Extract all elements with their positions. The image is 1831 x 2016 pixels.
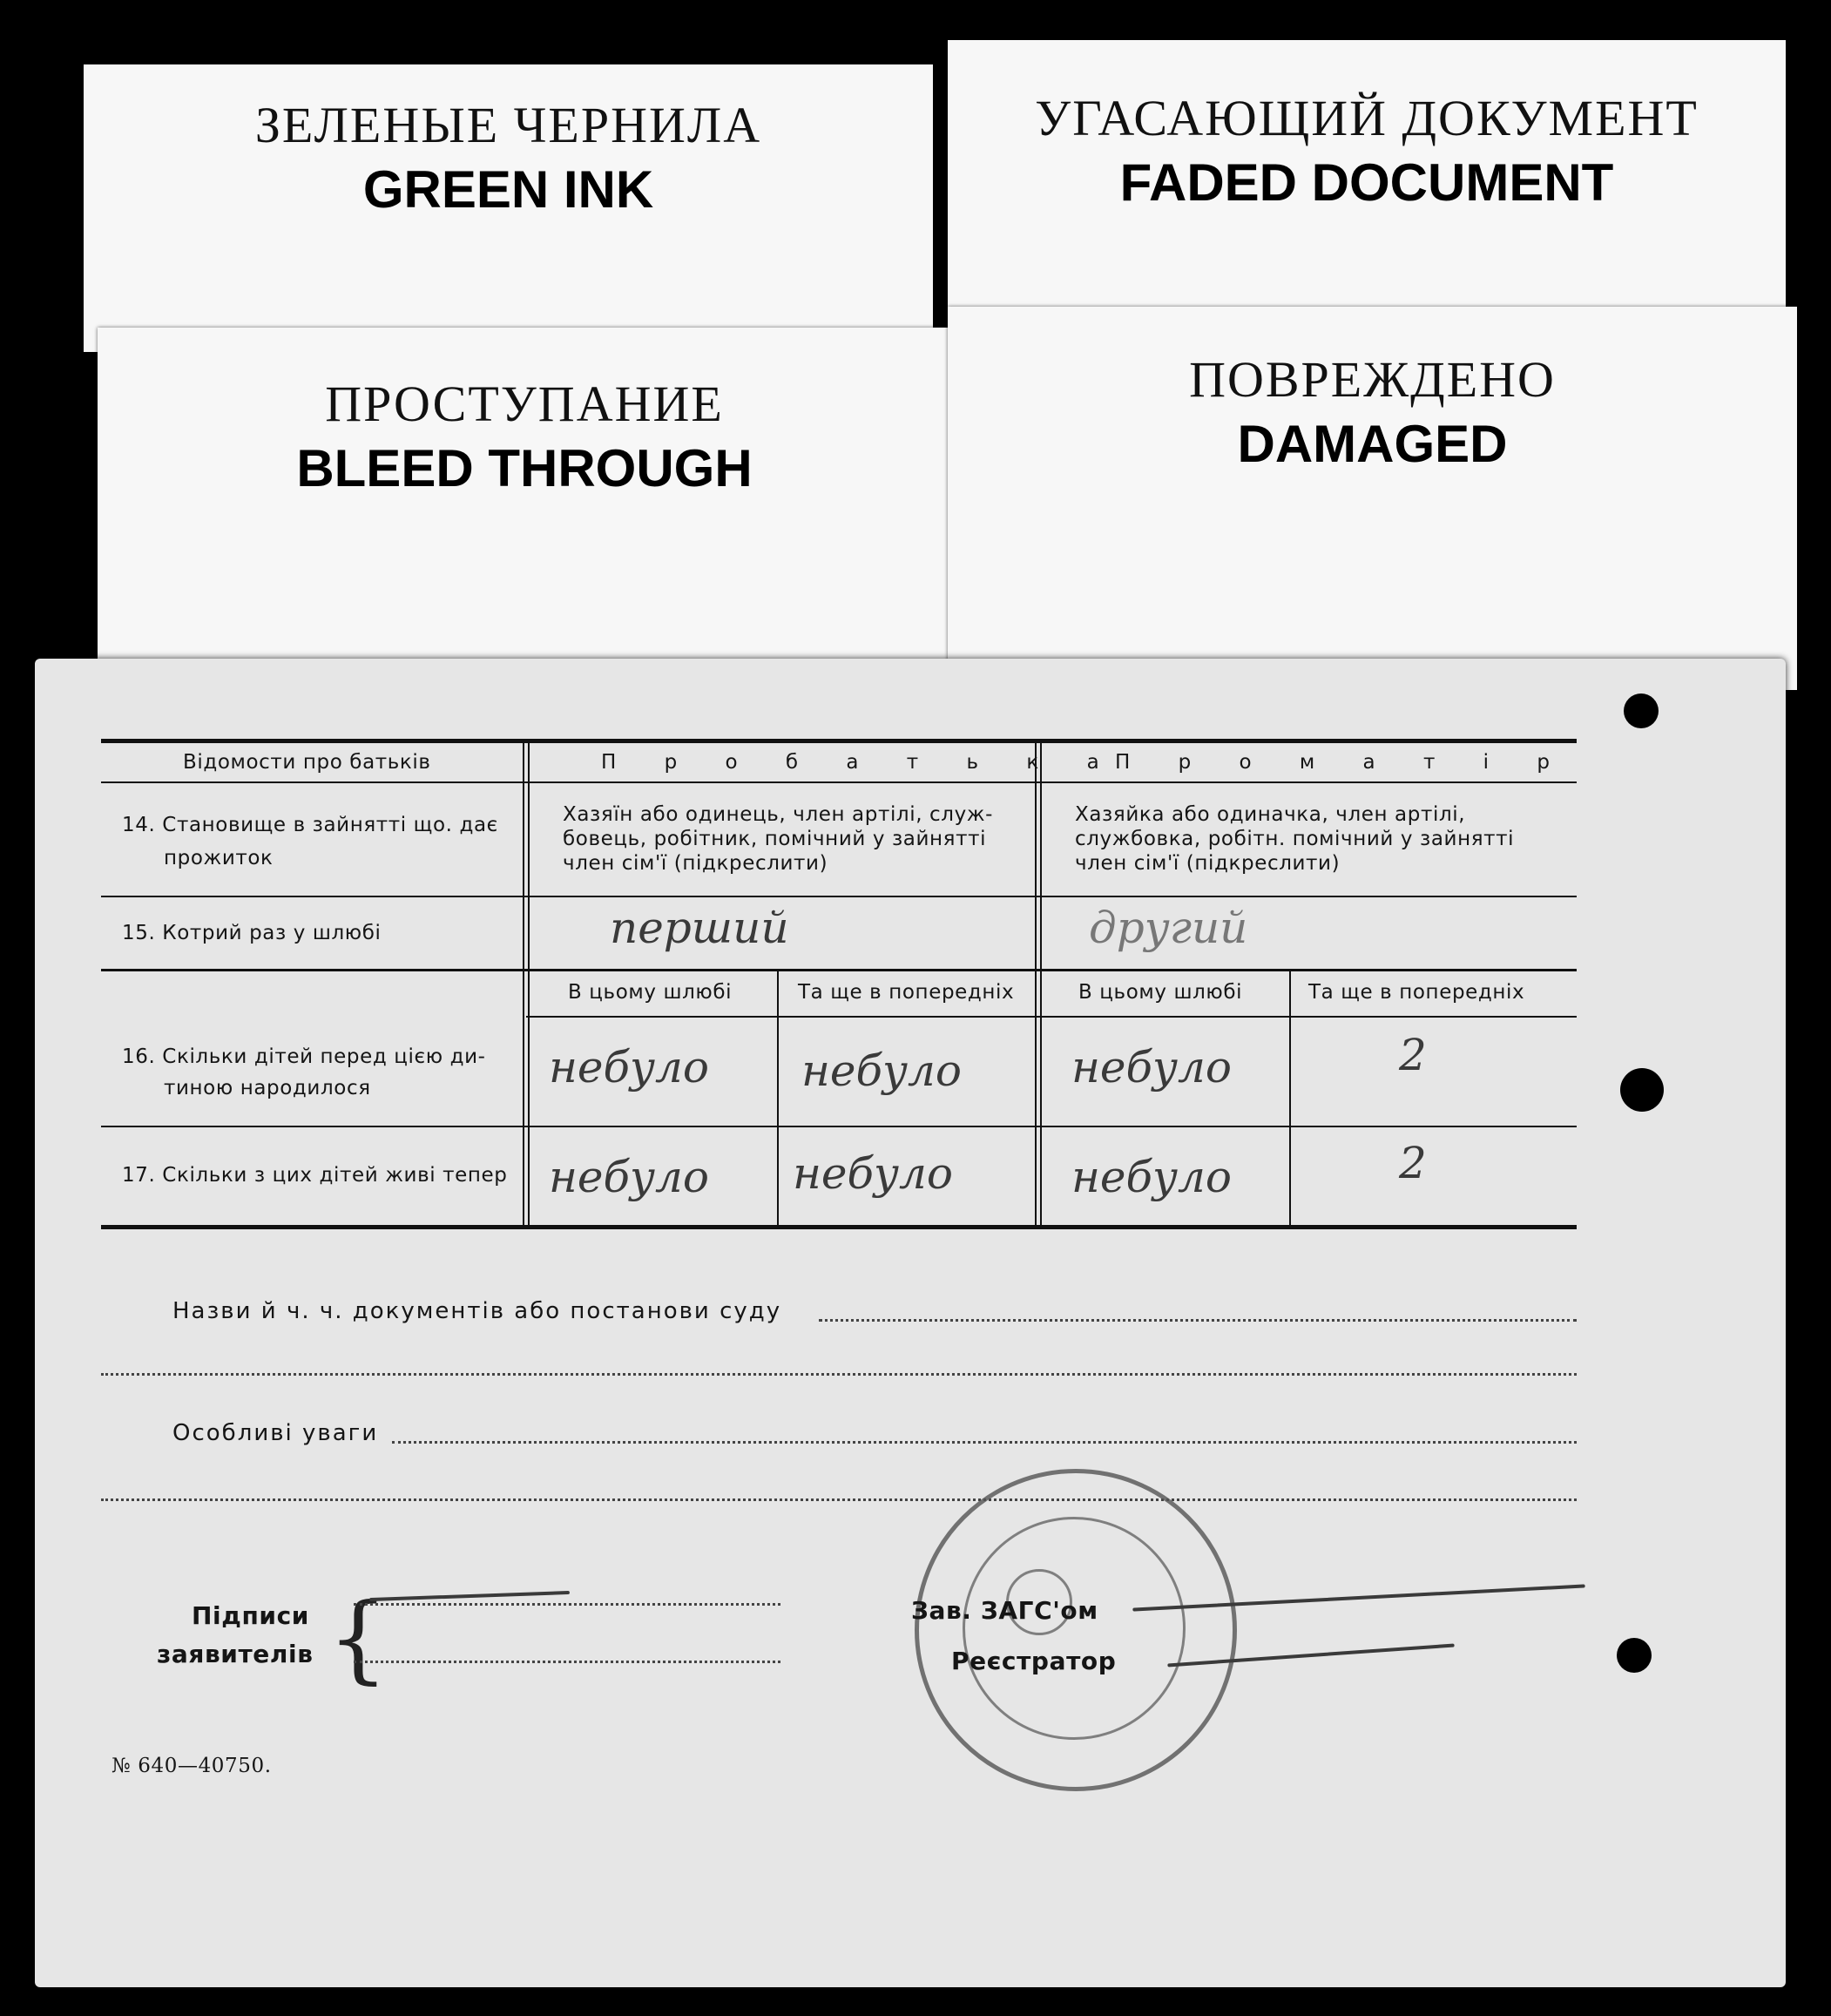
table-divider xyxy=(528,743,530,1227)
documents-label: Назви й ч. ч. документів або постанови суду xyxy=(172,1298,782,1324)
damage-hole xyxy=(1620,1068,1664,1112)
zags-label: Зав. ЗАГС'ом xyxy=(911,1596,1098,1625)
row14-mother-options: Хазяйка або одиначка, член артілі, xyxy=(1075,803,1466,826)
row16-value: 2 xyxy=(1399,1030,1427,1080)
signatures-label: Підписи xyxy=(192,1601,310,1630)
label-card-bleed-through xyxy=(98,328,951,693)
table-divider xyxy=(1040,743,1042,1227)
stamp-ring xyxy=(963,1517,1186,1740)
label-card-green-ink xyxy=(84,64,933,352)
label-en: BLEED THROUGH xyxy=(296,439,753,497)
label-ru: ЗЕЛЕНЫЕ ЧЕРНИЛА xyxy=(254,97,762,153)
row14-mother-options: член сім'ї (підкреслити) xyxy=(1075,852,1341,875)
label-ru: ПОВРЕЖДЕНО xyxy=(1189,351,1556,408)
row14-mother-options: службовка, робітн. помічний у зайнятті xyxy=(1075,828,1515,850)
table-rule xyxy=(526,1016,1577,1018)
label-ru: УГАСАЮЩИЙ ДОКУМЕНТ xyxy=(1035,90,1699,146)
applicant-signature xyxy=(369,1591,570,1601)
subheader-previous: Та ще в попередніх xyxy=(1308,981,1525,1004)
table-divider xyxy=(777,969,779,1227)
remarks-label: Особливі уваги xyxy=(172,1420,379,1446)
table-divider xyxy=(1035,743,1037,1227)
signature-line xyxy=(354,1603,780,1606)
label-en: FADED DOCUMENT xyxy=(1119,153,1614,212)
signatures-label-cont: заявителів xyxy=(157,1640,314,1668)
header-father: П р о б а т ь к а xyxy=(601,751,1120,774)
table-rule xyxy=(101,969,1577,971)
row15-label: 15. Котрий раз у шлюбі xyxy=(122,922,382,944)
damage-hole xyxy=(1617,1638,1652,1673)
damage-hole xyxy=(1624,693,1659,728)
official-stamp xyxy=(915,1469,1237,1791)
row15-father-value: перший xyxy=(610,903,789,953)
table-rule xyxy=(101,896,1577,897)
table-rule xyxy=(101,1126,1577,1127)
row17-value: небуло xyxy=(1071,1152,1232,1202)
remarks-line xyxy=(392,1441,1577,1444)
table-bottom-rule xyxy=(101,1225,1577,1229)
table-rule xyxy=(101,781,1577,783)
registrar-label: Реєстратор xyxy=(951,1647,1117,1675)
label-ru: ПРОСТУПАНИЕ xyxy=(325,375,724,432)
row16-label-cont: тиною народилося xyxy=(164,1077,371,1099)
row17-label: 17. Скільки з цих дітей живі тепер xyxy=(122,1164,508,1187)
table-top-rule xyxy=(101,739,1577,743)
documents-line xyxy=(819,1319,1577,1322)
subheader-previous: Та ще в попередніх xyxy=(798,981,1015,1004)
remarks-line xyxy=(101,1498,1577,1501)
row16-label: 16. Скільки дітей перед цією ди- xyxy=(122,1045,486,1068)
row14-label-cont: прожиток xyxy=(164,847,274,869)
table-divider xyxy=(1289,969,1291,1227)
subheader-this-marriage: В цьому шлюбі xyxy=(1078,981,1243,1004)
label-en: DAMAGED xyxy=(1237,415,1508,473)
row16-value: небуло xyxy=(1071,1042,1232,1093)
row14-label: 14. Становище в зайнятті що. дає xyxy=(122,814,498,836)
label-card-damaged xyxy=(948,307,1797,690)
row15-mother-value: другий xyxy=(1089,903,1248,953)
table-divider xyxy=(523,743,524,1227)
print-number: № 640—40750. xyxy=(111,1755,272,1777)
row17-value: небуло xyxy=(549,1152,709,1202)
row14-father-options: член сім'ї (підкреслити) xyxy=(563,852,828,875)
brace: { xyxy=(328,1582,389,1694)
row14-father-options: Хазяїн або одинець, член артілі, служ- xyxy=(563,803,994,826)
registration-form xyxy=(35,659,1786,1987)
signature-line xyxy=(354,1661,780,1663)
label-card-faded xyxy=(948,40,1786,328)
header-parents-info: Відомости про батьків xyxy=(183,751,431,774)
row17-value: 2 xyxy=(1399,1138,1427,1188)
row14-father-options: бовець, робітник, помічний у зайнятті xyxy=(563,828,987,850)
header-mother: П р о м а т і р xyxy=(1115,751,1571,774)
documents-line xyxy=(101,1373,1577,1376)
label-en: GREEN INK xyxy=(362,160,654,219)
row16-value: небуло xyxy=(801,1045,962,1096)
subheader-this-marriage: В цьому шлюбі xyxy=(568,981,733,1004)
row17-value: небуло xyxy=(793,1148,953,1199)
row16-value: небуло xyxy=(549,1042,709,1093)
